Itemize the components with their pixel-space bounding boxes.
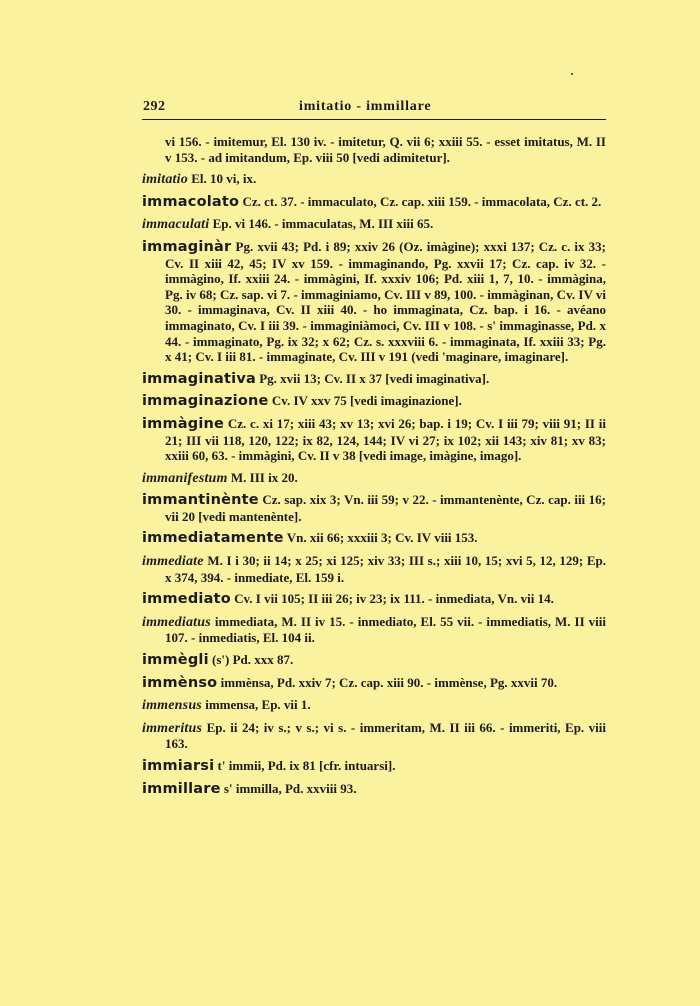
entry-lemma: immaculati [142,217,210,233]
entry-body: (s') Pd. xxx 87. [208,652,294,668]
entry-body: immensa, Ep. vii 1. [201,697,311,713]
entry-body: t' immii, Pd. ix 81 [cfr. intuarsi]. [214,758,396,773]
entry [142,216,606,233]
entry-body: Pg. xvii 43; Pd. i 89; xxiv 26 (Oz. imàgine); xxxi 137; Cz. c. ix 33; Cv. II xiii 42, 45; IV xv 159. - immaginando, Pg. xxvii 17; Cz. cap. iv 32. - immàgino, If. xxiii 24. - immàgini, If. xxxiv 106; Pd. xiii 1, 7, 10. - immàgina, Pg. iv 68; Cz. sap. vi 7. - immaginiamo, Cv. III v 89, 100. - immàginan, Cv. IV vi 30. - immaginava, Cv. II xiii 40. - ho immaginata, Cz. bap. i 16. - avéano immaginato, Cv. I iii 39. - immaginiàmoci, Cv. III v 108. - s' immaginasse, Pd. x 44. - immaginato, Pg. ix 32; x 62; Cz. s. xxxviii 6. - immaginata, If. xxiii 33; Pg. x 41; Cv. I iii 81. - immaginate, Cv. III v 191 (vedi 'maginare, imaginare]. [165,238,606,365]
entry-lemma: immanifestum [142,470,228,486]
entry-lemma: immediatamente [142,530,284,547]
entry-lemma: immediatus [142,614,211,630]
entry-lemma: immàgine [142,415,225,432]
entry-list [142,134,606,797]
entry-lemma: immaginàr [142,238,232,255]
entry-lemma: immillare [142,780,221,797]
entry [142,371,606,388]
entry-lemma: immènso [142,674,218,691]
entry [142,492,606,524]
entry [142,697,606,714]
entry [142,530,606,547]
paper-speck [571,73,573,75]
entry-body: M. III ix 20. [227,469,298,485]
entry [142,720,606,752]
entry-lemma: immediato [142,591,231,608]
entry-body: Cz. sap. xix 3; Vn. iii 59; v 22. - immantenènte, Cz. cap. iii 16; vii 20 [vedi mantenènte]. [165,492,606,524]
entry [142,614,606,646]
entry-body: immediata, M. II iv 15. - inmediato, El. 55 vii. - immediatis, M. II viii 107. - inmediatis, El. 104 ii. [165,613,606,646]
entry-lemma: immediate [142,554,204,570]
entry [142,652,606,669]
dictionary-page [142,97,606,803]
entry-lemma: imitatio [142,172,188,188]
page-header [142,97,606,120]
entry [142,758,606,775]
entry [142,416,606,464]
entry-lemma: immaginazione [142,393,269,410]
running-title: imitatio - immillare [299,99,432,114]
entry-body: Vn. xii 66; xxxiii 3; Cv. IV viii 153. [283,530,478,546]
entry [142,470,606,487]
entry-body: Cz. c. xi 17; xiii 43; xv 13; xvi 26; bap. i 19; Cv. I iii 79; viii 91; II ii 21; III vii 118, 120, 122; ix 82, 124, 144; IV vi 27; ix 102; xii 143; xiv 81; xv 83; xxiii 60, 63. - immàgini, Cv. II v 38 [vedi image, imàgine, imago]. [165,415,606,464]
entry-body: Ep. vi 146. - immaculatas, M. III xiii 65. [209,216,434,232]
entry [142,171,606,188]
entry-body: Pg. xvii 13; Cv. II x 37 [vedi imaginativa]. [255,370,490,386]
entry [142,194,606,211]
entry-body: Cv. I vii 105; II iii 26; iv 23; ix 111. - inmediata, Vn. vii 14. [230,591,554,607]
entry-lemma: immantinènte [142,492,259,509]
page-number: 292 [143,99,166,114]
entry-lemma: immacolato [142,193,240,210]
entry-lemma: immensus [142,698,202,714]
entry [142,393,606,410]
entry-body: s' immilla, Pd. xxviii 93. [220,780,357,796]
entry-body: Cz. ct. 37. - immaculato, Cz. cap. xiii 159. - immacolata, Cz. ct. 2. [239,193,602,209]
entry-body: M. I i 30; ii 14; x 25; xi 125; xiv 33; III s.; xiii 10, 15; xvi 5, 12, 129; Ep. x 374, 394. - inmediate, El. 159 i. [165,553,606,585]
entry-continuation: vi 156. - imitemur, El. 130 iv. - imitetur, Q. vii 6; xxiii 55. - esset imitatus, M. II v 153. - ad imitandum, Ep. viii 50 [vedi adimitetur]. [165,134,606,165]
entry [142,675,606,692]
entry [142,239,606,365]
entry-lemma: immiarsi [142,758,215,774]
entry-lemma: immègli [142,652,209,669]
entry [142,591,606,608]
entry [142,553,606,585]
entry-lemma: immaginativa [142,370,256,387]
entry-body: Cv. IV xxv 75 [vedi imaginazione]. [268,393,462,409]
entry [142,781,606,798]
entry-lemma: immeritus [142,720,203,736]
entry-body: El. 10 vi, ix. [187,171,257,187]
entry-body: Ep. ii 24; iv s.; v s.; vi s. - immeritam, M. II iii 66. - immeriti, Ep. viii 163. [165,719,606,752]
entry-body: immènsa, Pd. xxiv 7; Cz. cap. xiii 90. - immènse, Pg. xxvii 70. [217,674,558,690]
